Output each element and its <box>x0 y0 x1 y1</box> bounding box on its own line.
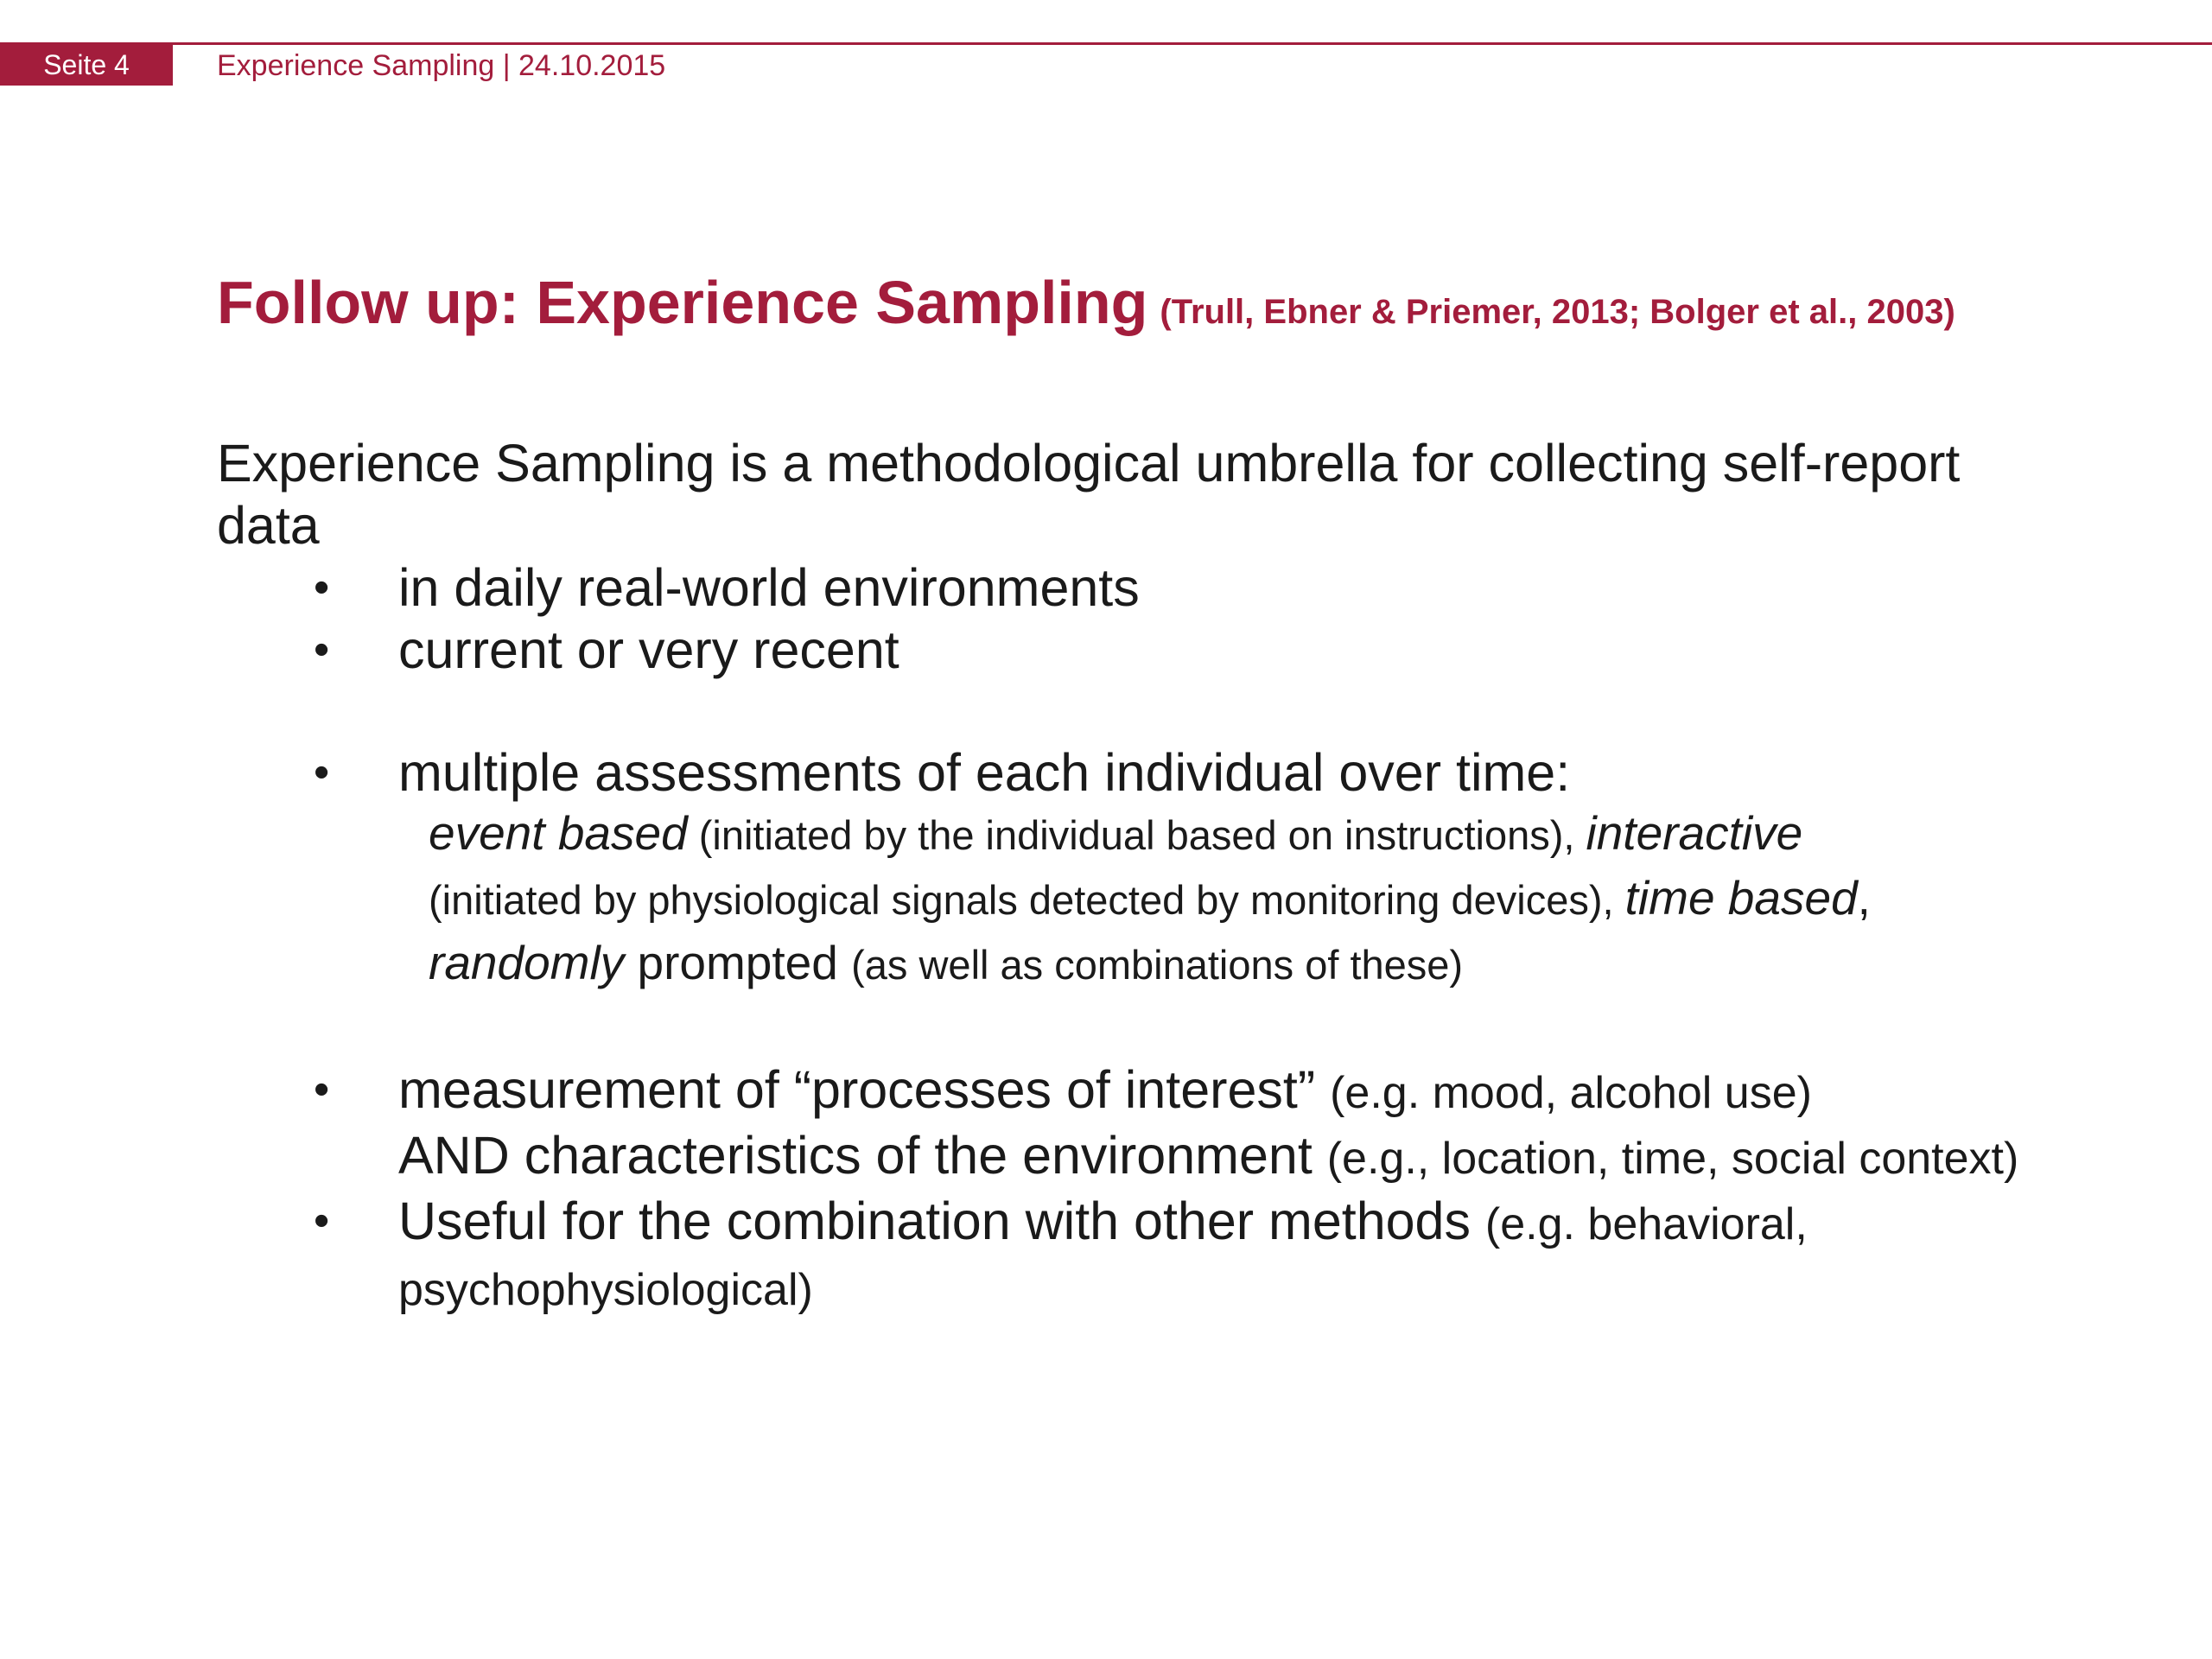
comma: , <box>1857 871 1871 925</box>
bullet-daily-environments <box>217 556 2031 619</box>
title-citation: (Trull, Ebner & Priemer, 2013; Bolger et al., 2003) <box>1160 293 1955 331</box>
slide-title <box>217 264 1955 350</box>
bullet-dot: • <box>314 563 330 613</box>
bullet-text: multiple assessments of each individual over time: <box>398 743 1571 802</box>
term-time-based: time based <box>1624 871 1858 925</box>
bullet-list <box>217 556 2031 1321</box>
measurement-part1: measurement of “processes of interest” <box>398 1060 1331 1119</box>
prompted-text: prompted <box>624 936 852 989</box>
measurement-part2-examples: (e.g., location, time, social context) <box>1326 1134 2019 1184</box>
header-subtitle: Experience Sampling | 24.10.2015 <box>217 49 666 82</box>
slide-body <box>217 432 2031 1321</box>
bullet-useful-combination <box>217 1190 2031 1321</box>
measurement-part2: AND characteristics of the environment <box>398 1126 1327 1185</box>
bullet-text: in daily real-world environments <box>398 558 1140 617</box>
term-event-based: event based <box>429 806 688 860</box>
event-based-desc: (initiated by the individual based on instructions), <box>687 812 1586 858</box>
bullet-current-recent <box>217 619 2031 681</box>
title-main: Follow up: Experience Sampling <box>217 269 1148 336</box>
assessment-types <box>398 802 2031 996</box>
term-randomly: randomly <box>429 936 625 989</box>
bullet-multiple-assessments <box>217 741 2031 996</box>
header-divider <box>0 42 2212 45</box>
bullet-dot: • <box>314 1065 330 1115</box>
useful-examples: (e.g. behavioral, psychophysiological) <box>398 1199 1808 1315</box>
bullet-dot: • <box>314 1196 330 1246</box>
measurement-part1-examples: (e.g. mood, alcohol use) <box>1330 1068 1812 1118</box>
combinations-text: (as well as combinations of these) <box>851 942 1464 988</box>
bullet-measurement <box>217 1058 2031 1190</box>
intro-text: Experience Sampling is a methodological umbrella for collecting self-report data <box>217 434 1961 555</box>
term-interactive: interactive <box>1586 806 1803 860</box>
bullet-dot: • <box>314 747 330 798</box>
useful-main: Useful for the combination with other methods <box>398 1192 1485 1250</box>
interactive-desc: (initiated by physiological signals detected by monitoring devices), <box>429 877 1625 923</box>
bullet-text: current or very recent <box>398 620 899 679</box>
page-number-badge: Seite 4 <box>0 44 173 86</box>
bullet-dot: • <box>314 625 330 675</box>
